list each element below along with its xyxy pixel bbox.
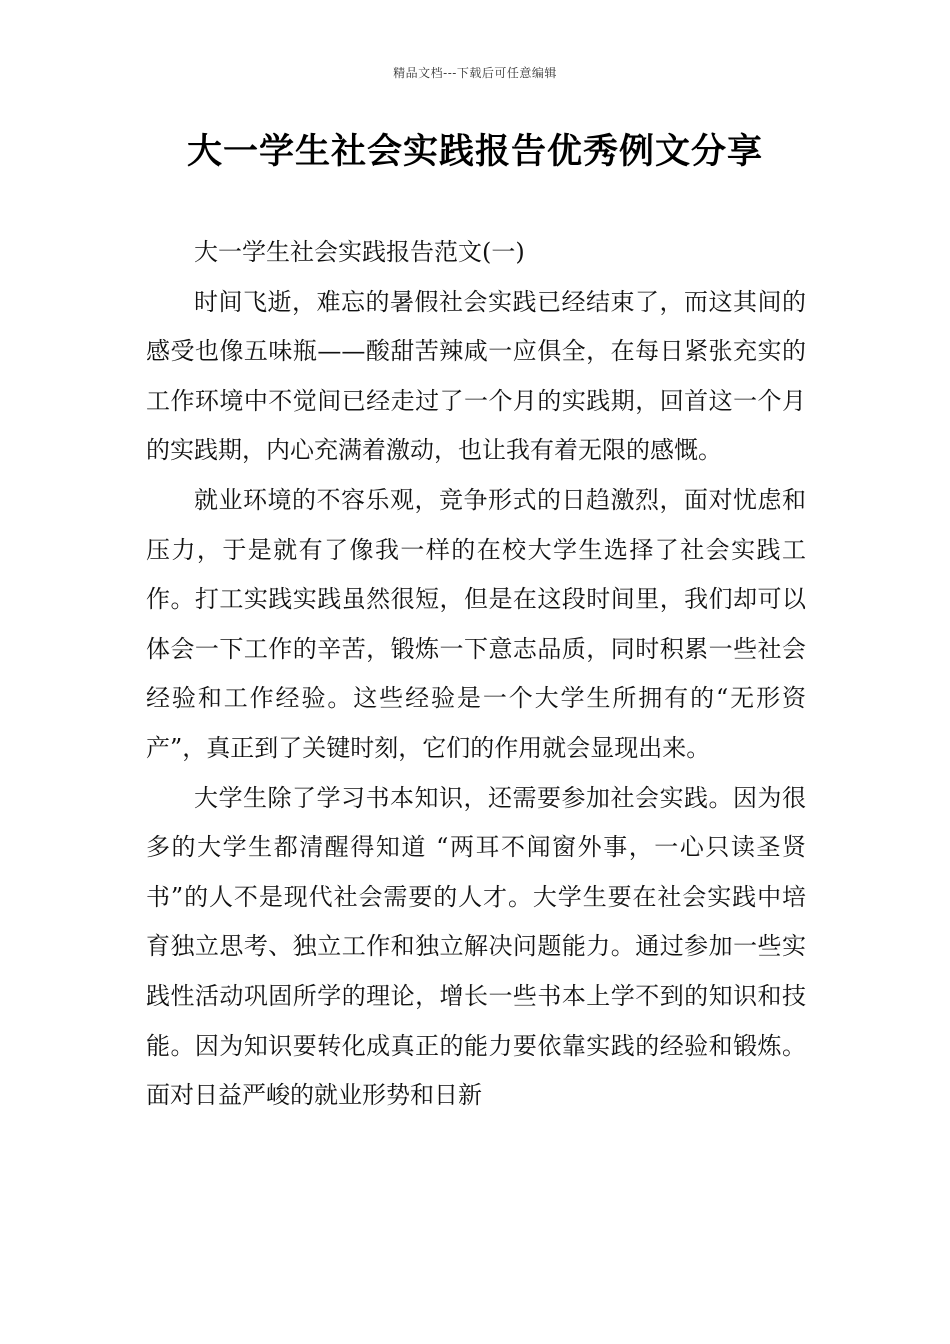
header-note: 精品文档---下载后可任意编辑 [393, 66, 557, 80]
document-body [146, 228, 806, 1121]
document-title: 大一学生社会实践报告优秀例文分享 [186, 131, 763, 172]
paragraph-1: 时间飞逝，难忘的暑假社会实践已经结束了，而这其间的感受也像五味瓶——酸甜苦辣咸一应俱全，在每日紧张充实的工作环境中不觉间已经走过了一个月的实践期，回首这一个月的实践期，内心充满着激动，也让我有着无限的感慨。 [146, 287, 806, 465]
paragraph-2: 就业环境的不容乐观，竞争形式的日趋激烈，面对忧虑和压力，于是就有了像我一样的在校大学生选择了社会实践工作。打工实践实践虽然很短，但是在这段时间里，我们却可以体会一下工作的辛苦，锻炼一下意志品质，同时积累一些社会经验和工作经验。这些经验是一个大学生所拥有的“无形资产”，真正到了关键时刻，它们的作用就会显现出来。 [146, 485, 806, 762]
section-subtitle: 大一学生社会实践报告范文(一) [194, 238, 525, 266]
paragraph-3: 大学生除了学习书本知识，还需要参加社会实践。因为很多的大学生都清醒得知道 “两耳不闻窗外事，一心只读圣贤书”的人不是现代社会需要的人才。大学生要在社会实践中培育独立思考、独立工作和独立解决问题能力。通过参加一些实践性活动巩固所学的理论，增长一些书本上学不到的知识和技能。因为知识要转化成真正的能力要依靠实践的经验和锻炼。面对日益严峻的就业形势和日新 [146, 783, 806, 1110]
